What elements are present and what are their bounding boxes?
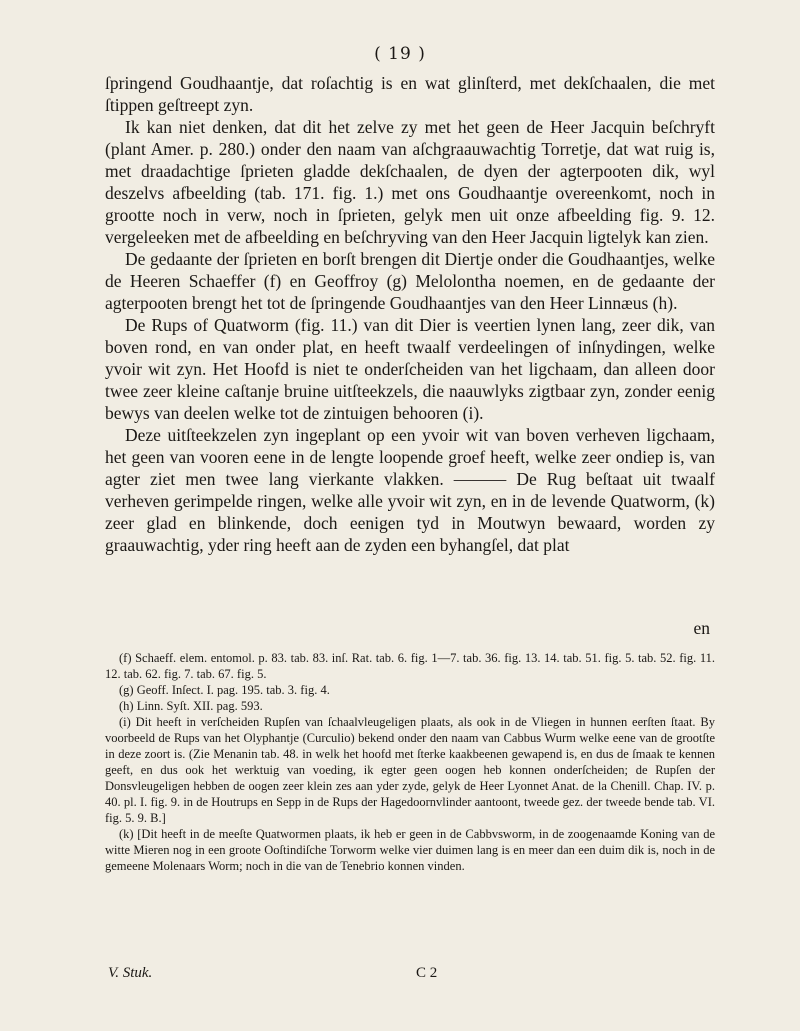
paragraph: De gedaante der ſprieten en borſt brengen dit Diertje onder die Goudhaantjes, welke de Heeren Schaeffer (f) en Geoffroy (g) Melolontha noemen, en de gedaante der agterpooten brengt het tot de ſpringende Goudhaantjes van den Heer Linnæus (h). xyxy=(105,249,715,313)
paragraph: Deze uitſteekzelen zyn ingeplant op een yvoir wit van boven verheven ligchaam, het geen van vooren eene in de lengte loopende groef heeft, welke zeer ondiep is, van agter ziet men twee lang vierkante vlakken. ——— De Rug beſtaat uit twaalf verheven gerimpelde ringen, welke alle yvoir wit zyn, en in de levende Quatworm, (k) zeer glad en blinkende, doch eenigen tyd in Moutwyn bewaard, worden zy graauwachtig, yder ring heeft aan de zyden een byhangſel, dat plat xyxy=(105,425,715,555)
footnote: (i) Dit heeft in verſcheiden Rupſen van ſchaalvleugeligen plaats, als ook in de Vliegen in hunnen eerſten ſtaat. By voorbeeld de Rups van het Olyphantje (Curculio) bekend onder den naam van Cabbus Wurm welke eene van de grootſte in deze zoort is. (Zie Menanin tab. 48. in welk het hoofd met ſterke kaakbeenen gewapend is, en dus de ſmaak te kennen geeft, en dus ook het werktuig van voeding, ik egter geen oogen heb konnen onderſcheiden; de Rupſen der Donsvleugeligen hebben de oogen zeer klein zes aan yder zyde, gelyk de Heer Lyonnet Anat. de la Chenill. Chap. IV. p. 40. pl. I. fig. 9. in de Houtrups en Sepp in de Rups der Hagedoornvlinder aantoont, tweede gez. der tweede bende tab. VI. fig. 5. 9. B.] xyxy=(105,715,715,825)
catchword: en xyxy=(693,618,710,638)
paragraph: De Rups of Quatworm (fig. 11.) van dit Dier is veertien lynen lang, zeer dik, van boven rond, en van onder plat, en heeft twaalf verdeelingen of inſnydingen, welke yvoir wit zyn. Het Hoofd is niet te onderſcheiden van het ligchaam, dan alleen door twee zeer kleine caſtanje bruine uitſteekzels, die naauwlyks zigtbaar zyn, zonder eenig bewys van deelen welke tot de zintuigen behooren (i). xyxy=(105,315,715,423)
signature-mark: C 2 xyxy=(416,965,438,981)
volume-label: V. Stuk. xyxy=(108,965,153,981)
footnote: (h) Linn. Syſt. XII. pag. 593. xyxy=(119,699,263,713)
paragraph: Ik kan niet denken, dat dit het zelve zy met het geen de Heer Jacquin beſchryft (plant Amer. p. 280.) onder den naam van aſchgraauwachtig Torretje, dat wat ruig is, met draadachtige ſprieten gladde dekſchaalen, de dyen der agterpooten dik, wyl deszelvs afbeelding (tab. 171. fig. 1.) met ons Goudhaantje overeenkomt, noch in grootte noch in verw, noch in ſprieten, gelyk men uit onze afbeelding fig. 9. 12. vergeleeken met de afbeelding en beſchryving van den Heer Jacquin ligtelyk kan zien. xyxy=(105,117,715,247)
page-number: ( 19 ) xyxy=(374,44,426,64)
footnote: (f) Schaeff. elem. entomol. p. 83. tab. 83. inſ. Rat. tab. 6. fig. 1—7. tab. 36. fig. 13. 14. tab. 51. fig. 5. tab. 52. fig. 11. 12. tab. 62. fig. 7. tab. 67. fig. 5. xyxy=(105,651,715,681)
footnote: (k) [Dit heeft in de meeſte Quatwormen plaats, ik heb er geen in de Cabbvsworm, in de zoogenaamde Koning van de witte Mieren nog in een groote Ooſtindiſche Torworm welke vier duimen lang is en meer dan een duim dik is, noch in de gemeene Molenaars Worm; noch in die van de Tenebrio konnen vinden. xyxy=(105,827,715,873)
main-text xyxy=(105,72,715,556)
footnote: (g) Geoff. Inſect. I. pag. 195. tab. 3. fig. 4. xyxy=(119,683,330,697)
footnotes xyxy=(105,650,715,874)
paragraph: ſpringend Goudhaantje, dat roſachtig is en wat glinſterd, met dekſchaalen, die met ſtippen geſtreept zyn. xyxy=(105,73,715,115)
signature-line xyxy=(108,965,608,982)
